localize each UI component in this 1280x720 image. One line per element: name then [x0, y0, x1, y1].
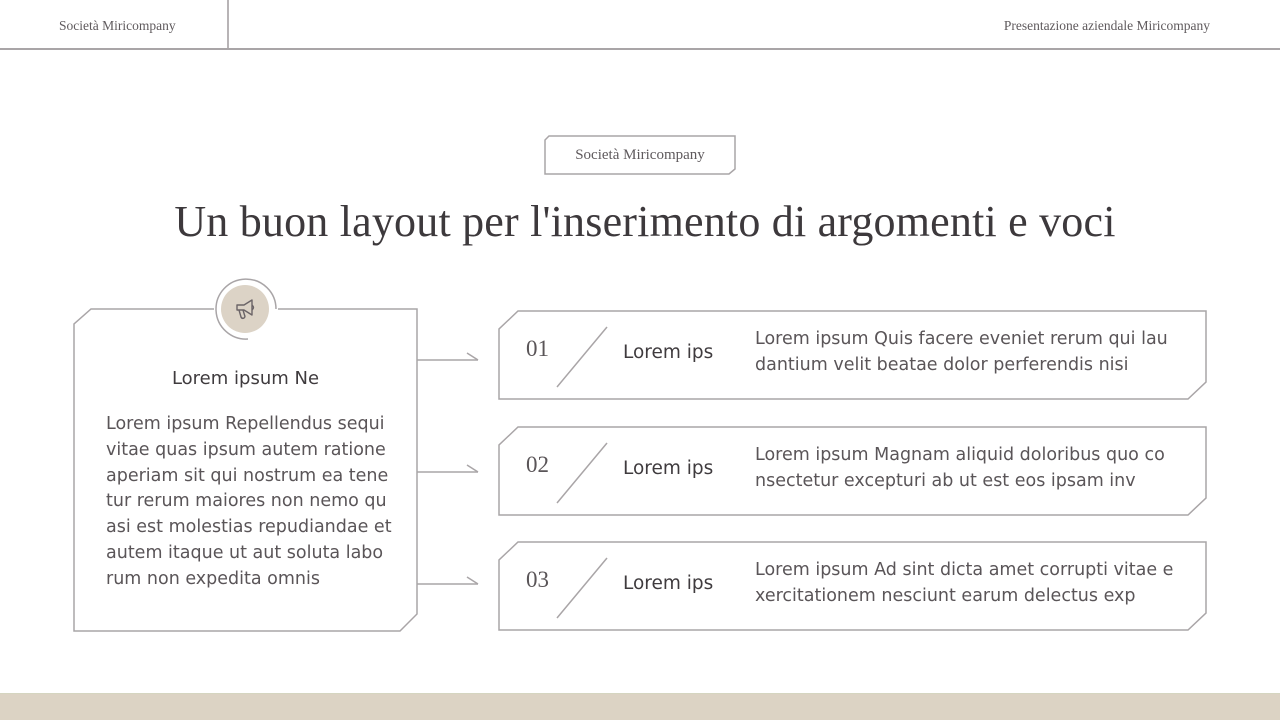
list-item	[498, 426, 1208, 516]
item-label: Lorem ips	[623, 573, 714, 594]
footer-band	[0, 693, 1280, 720]
header-company-label: Società Miricompany	[59, 18, 176, 33]
slash-divider	[556, 442, 608, 504]
item-label: Lorem ips	[623, 458, 714, 479]
slash-divider	[556, 557, 608, 619]
item-number: 03	[526, 567, 549, 592]
left-card-title: Lorem ipsum Ne	[171, 368, 320, 389]
list-item	[498, 310, 1208, 400]
megaphone-icon	[221, 285, 269, 333]
left-card-body: Lorem ipsum Repellendus sequi vitae quas ipsum autem ratione aperiam sit qui nostrum ea tene tur rerum maiores non nemo qu asi est molestias repudiandae et autem itaque ut aut soluta labo rum non expedita omnis	[106, 414, 392, 589]
header-divider	[227, 0, 229, 48]
company-tag	[544, 135, 736, 175]
header-presentation-label: Presentazione aziendale Miricompany	[1003, 18, 1210, 33]
page-title: Un buon layout per l'inserimento di argomenti e voci	[174, 197, 1116, 246]
slash-divider	[556, 326, 608, 388]
item-description: Lorem ipsum Magnam aliquid doloribus quo co nsectetur excepturi ab ut est eos ipsam inv	[755, 445, 1165, 491]
item-number: 02	[526, 452, 549, 477]
item-description: Lorem ipsum Ad sint dicta amet corrupti vitae e xercitationem nesciunt earum delectus exp	[755, 560, 1174, 606]
tag-label: Società Miricompany	[575, 147, 705, 163]
left-card	[73, 308, 418, 632]
slide-header	[0, 0, 1280, 50]
item-label: Lorem ips	[623, 342, 714, 363]
connector-arrows	[417, 340, 487, 590]
item-number: 01	[526, 336, 549, 361]
item-description: Lorem ipsum Quis facere eveniet rerum qui lau dantium velit beatae dolor perferendis nisi	[755, 329, 1168, 375]
list-item	[498, 541, 1208, 631]
